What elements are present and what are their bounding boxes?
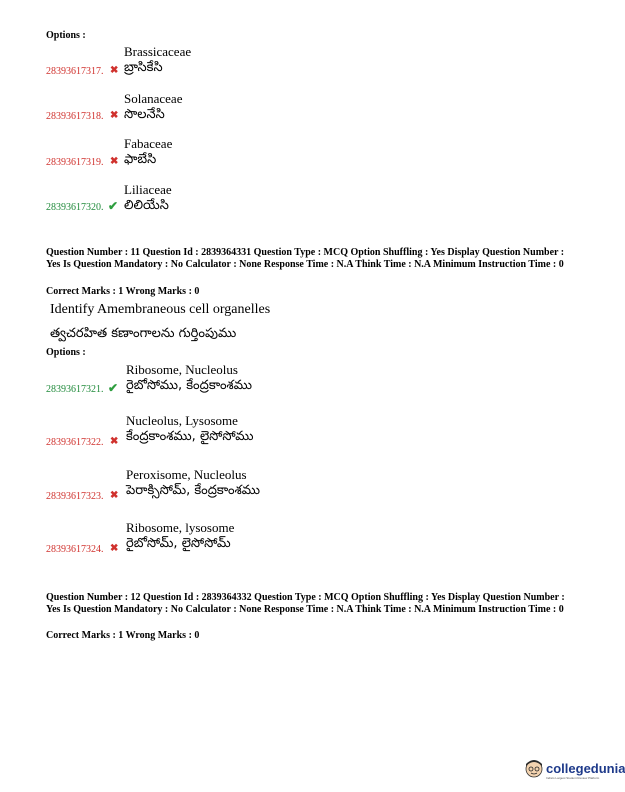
cross-icon: ✖ [110, 65, 119, 76]
option-text-en: Ribosome, Nucleolus [126, 362, 238, 377]
option-text-en: Peroxisome, Nucleolus [126, 467, 247, 482]
option-text-en: Nucleolus, Lysosome [126, 413, 238, 428]
option-id: 28393617319. [46, 157, 104, 168]
option-id: 28393617320. [46, 202, 104, 213]
option-text-te: రైబోసోము, కేంద్రకాంశము [126, 378, 252, 393]
option-text-en: Ribosome, lysosome [126, 520, 235, 535]
option-id: 28393617317. [46, 66, 104, 77]
question-text-en: Identify Amembraneous cell organelles [50, 302, 271, 317]
mascot-icon [524, 758, 544, 780]
option-text-te: కేంద్రకాంశము, లైసోసోము [126, 429, 254, 444]
option-text-en: Liliaceae [124, 182, 172, 197]
cross-icon: ✖ [110, 110, 119, 121]
cross-icon: ✖ [110, 543, 119, 554]
logo-tagline: India's Largest Student Review Platform [546, 776, 600, 780]
cross-icon: ✖ [110, 156, 119, 167]
logo-brand: collegedunia [546, 761, 625, 776]
check-icon: ✔ [108, 381, 119, 395]
option-text-en: Solanaceae [124, 91, 183, 106]
option-text-te: రైబోసోమ్, లైసోసోమ్ [126, 536, 231, 551]
marks-info: Correct Marks : 1 Wrong Marks : 0 [46, 286, 200, 297]
option-id: 28393617324. [46, 544, 104, 555]
options-label: Options : [46, 347, 86, 358]
logo [524, 756, 625, 786]
option-text-te: సొలనేసి [124, 107, 165, 122]
option-text-te: పెరాక్సిసోమ్, కేంద్రకాంశము [126, 483, 261, 498]
option-text-te: ఫాబేసి [124, 152, 157, 167]
check-icon: ✔ [108, 199, 119, 213]
option-text-en: Fabaceae [124, 136, 173, 151]
cross-icon: ✖ [110, 436, 119, 447]
option-id: 28393617322. [46, 437, 104, 448]
cross-icon: ✖ [110, 490, 119, 501]
marks-info: Correct Marks : 1 Wrong Marks : 0 [46, 630, 200, 641]
question-meta: Question Number : 12 Question Id : 2839364332 Question Type : MCQ Option Shuffling : Yes Display Question Number : Yes Is Question Mandatory : No Calculator : None Response Time : N.A Think Time : N.A Minimum Instruction Time : 0 [46, 592, 565, 615]
option-id: 28393617318. [46, 111, 104, 122]
options-label: Options : [46, 30, 86, 41]
question-meta: Question Number : 11 Question Id : 2839364331 Question Type : MCQ Option Shuffling : Yes Display Question Number : Yes Is Question Mandatory : No Calculator : None Response Time : N.A Think Time : N.A Minimum Instruction Time : 0 [46, 247, 565, 270]
option-id: 28393617321. [46, 384, 104, 395]
option-text-te: బ్రాసికేసి [124, 60, 163, 75]
option-text-en: Brassicaceae [124, 44, 192, 59]
option-id: 28393617323. [46, 491, 104, 502]
question-text-te: త్వచరహిత కణాంగాలను గుర్తింపుము [50, 326, 237, 341]
option-text-te: లిలియేసి [124, 198, 169, 213]
